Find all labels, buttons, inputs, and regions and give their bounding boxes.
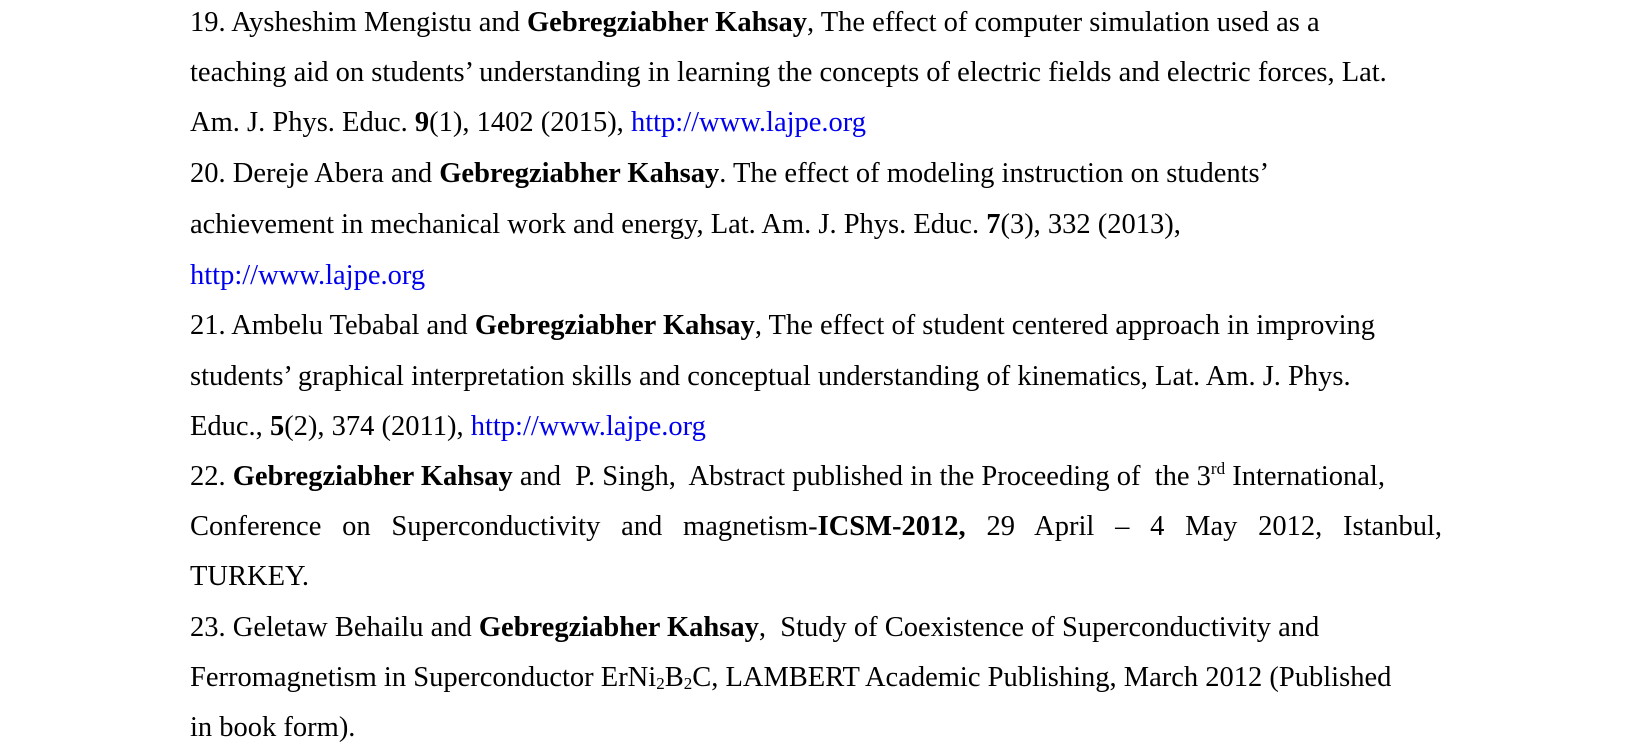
reference-21-line-3 (190, 410, 706, 444)
reference-19-line-3 (190, 106, 866, 140)
reference-volume: 5 (269, 411, 285, 442)
reference-number: 21. (190, 310, 226, 341)
reference-author-highlight: Gebregziabher Kahsay (439, 158, 720, 189)
reference-issue-pages-year: (1), 1402 (2015), (429, 107, 624, 138)
reference-23-line-1 (190, 611, 1319, 645)
reference-20-line-3 (190, 259, 425, 293)
reference-21-line-2 (190, 360, 1351, 394)
reference-authors: Geletaw Behailu and (232, 612, 472, 643)
reference-volume: 9 (414, 107, 430, 138)
reference-22-line-3 (190, 560, 309, 594)
reference-journal: Am. J. Phys. Educ. (190, 107, 408, 138)
reference-number: 19. (190, 7, 226, 38)
reference-23-line-2 (190, 661, 1391, 695)
reference-title: , Study of Coexistence of Superconductivity and (758, 612, 1320, 643)
reference-authors: Ambelu Tebabal and (231, 310, 468, 341)
reference-authors: Aysheshim Mengistu and (231, 7, 520, 38)
reference-title-continued: teaching aid on students’ understanding in learning the concepts of electric fields and electric forces, Lat. (190, 57, 1387, 88)
reference-conference-acronym: ICSM-2012, (817, 511, 966, 542)
reference-title: , The effect of student centered approach in improving (754, 310, 1375, 341)
reference-20-line-2 (190, 208, 1181, 242)
reference-coauthor-and-title: and P. Singh, Abstract published in the Proceeding of the 3 (519, 461, 1211, 492)
reference-date-location: 29 April – 4 May 2012, Istanbul, (986, 511, 1442, 542)
reference-issue-pages-year: (3), 332 (2013), (1000, 209, 1181, 240)
reference-21-line-1 (190, 309, 1375, 343)
reference-title: International, (1232, 461, 1385, 492)
reference-title-continued: achievement in mechanical work and energy, Lat. Am. J. Phys. Educ. (190, 209, 980, 240)
subscript: 2 (656, 674, 665, 693)
reference-journal: Educ., (190, 411, 263, 442)
reference-link[interactable]: http://www.lajpe.org (470, 411, 706, 442)
subscript: 2 (683, 674, 693, 693)
reference-22-line-1 (190, 460, 1385, 494)
reference-20-line-1 (190, 157, 1269, 191)
reference-19-line-1 (190, 6, 1320, 40)
reference-issue-pages-year: (2), 374 (2011), (284, 411, 464, 442)
reference-number: 23. (190, 612, 226, 643)
ordinal-superscript: rd (1210, 459, 1226, 478)
reference-author-highlight: Gebregziabher Kahsay (527, 7, 808, 38)
reference-number: 22. (190, 461, 226, 492)
reference-volume: 7 (986, 209, 1001, 240)
reference-title-continued: Ferromagnetism in Superconductor ErNi (190, 662, 657, 693)
reference-publisher: C, LAMBERT Academic Publishing, March 2012 (Published (692, 662, 1392, 693)
reference-author-highlight: Gebregziabher Kahsay (478, 612, 759, 643)
reference-authors: Dereje Abera and (232, 158, 433, 189)
formula-part: B (664, 662, 684, 693)
reference-title: , The effect of computer simulation used as a (807, 7, 1320, 38)
reference-link[interactable]: http://www.lajpe.org (630, 107, 867, 138)
reference-title-continued: students’ graphical interpretation skills and conceptual understanding of kinematics, Lat. Am. J. Phys. (190, 361, 1351, 392)
reference-22-line-2 (190, 510, 1442, 544)
reference-author-highlight: Gebregziabher Kahsay (474, 310, 755, 341)
reference-title: . The effect of modeling instruction on students’ (719, 158, 1270, 189)
reference-conference: Conference on Superconductivity and magnetism- (190, 511, 818, 542)
reference-country: TURKEY. (190, 561, 310, 592)
reference-note: in book form). (190, 712, 356, 743)
reference-23-line-3 (190, 711, 355, 745)
reference-author-highlight: Gebregziabher Kahsay (232, 461, 513, 492)
reference-19-line-2 (190, 56, 1387, 90)
reference-link[interactable]: http://www.lajpe.org (190, 260, 426, 291)
reference-number: 20. (190, 158, 226, 189)
